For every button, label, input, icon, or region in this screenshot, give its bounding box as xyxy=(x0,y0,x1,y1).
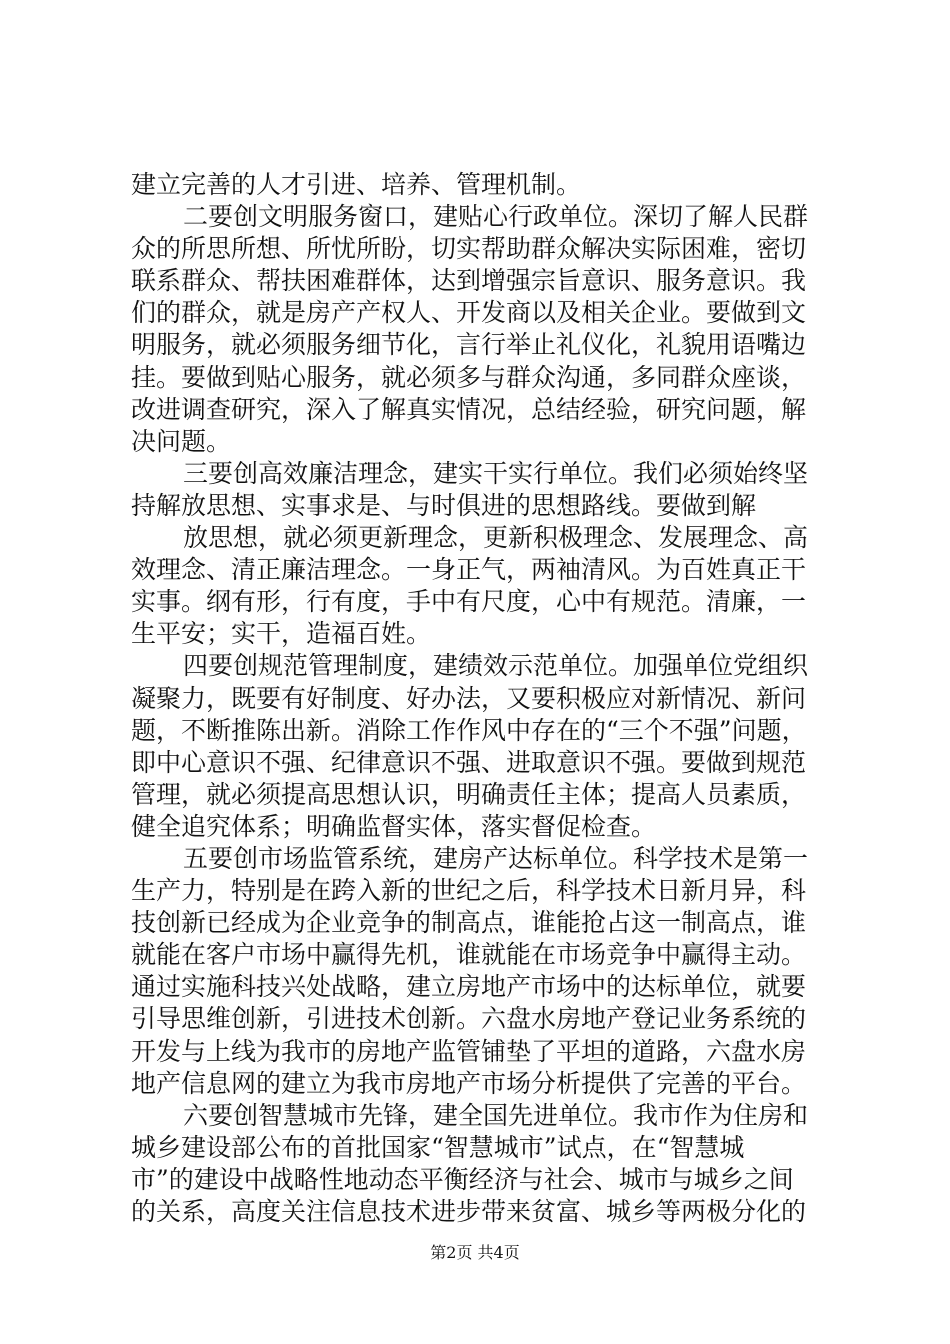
text-line: 四要创规范管理制度，建绩效示范单位。加强单位党组织 xyxy=(183,651,809,681)
text-line: 即中心意识不强、纪律意识不强、进取意识不强。要做到规范 xyxy=(131,747,807,777)
text-line: 健全追究体系；明确监督实体，落实督促检查。 xyxy=(131,811,657,841)
text-line: 的关系，高度关注信息技术进步带来贫富、城乡等两极分化的 xyxy=(131,1197,807,1226)
text-line: 实事。纲有形，行有度，手中有尺度，心中有规范。清廉，一 xyxy=(131,587,807,617)
text-line: 持解放思想、实事求是、与时俱进的思想路线。要做到解 xyxy=(131,490,757,520)
document-body xyxy=(131,169,831,1228)
text-line: 题，不断推陈出新。消除工作作风中存在的“三个不强”问题， xyxy=(131,715,807,745)
text-line: 三要创高效廉洁理念，建实干实行单位。我们必须始终坚 xyxy=(183,458,809,488)
text-line: 通过实施科技兴处战略，建立房地产市场中的达标单位，就要 xyxy=(131,972,807,1002)
text-line: 们的群众，就是房产产权人、开发商以及相关企业。要做到文 xyxy=(131,298,807,328)
text-line: 地产信息网的建立为我市房地产市场分析提供了完善的平台。 xyxy=(131,1068,807,1098)
text-line: 生产力，特别是在跨入新的世纪之后，科学技术日新月异，科 xyxy=(131,876,807,906)
text-line: 开发与上线为我市的房地产监管铺垫了平坦的道路，六盘水房 xyxy=(131,1036,807,1066)
text-line: 就能在客户市场中赢得先机，谁就能在市场竞争中赢得主动。 xyxy=(131,940,807,970)
text-line: 六要创智慧城市先锋，建全国先进单位。我市作为住房和 xyxy=(183,1100,809,1130)
text-line: 五要创市场监管系统，建房产达标单位。科学技术是第一 xyxy=(183,843,809,873)
text-line: 效理念、清正廉洁理念。一身正气，两袖清风。为百姓真正干 xyxy=(131,555,807,585)
text-line: 改进调查研究，深入了解真实情况，总结经验，研究问题，解 xyxy=(131,394,807,424)
text-line: 市”的建设中战略性地动态平衡经济与社会、城市与城乡之间 xyxy=(131,1164,794,1194)
text-line: 决问题。 xyxy=(131,426,232,456)
text-line: 城乡建设部公布的首批国家“智慧城市”试点，在“智慧城 xyxy=(131,1132,745,1162)
text-line: 联系群众、帮扶困难群体，达到增强宗旨意识、服务意识。我 xyxy=(131,266,807,296)
text-line: 凝聚力，既要有好制度、好办法，又要积极应对新情况、新问 xyxy=(131,683,807,713)
text-line: 建立完善的人才引进、培养、管理机制。 xyxy=(131,170,582,199)
text-line: 技创新已经成为企业竞争的制高点，谁能抢占这一制高点，谁 xyxy=(131,908,807,938)
text-line: 挂。要做到贴心服务，就必须多与群众沟通，多同群众座谈， xyxy=(131,362,807,392)
text-line: 众的所思所想、所忧所盼，切实帮助群众解决实际困难，密切 xyxy=(131,234,807,264)
text-line: 引导思维创新，引进技术创新。六盘水房地产登记业务系统的 xyxy=(131,1004,807,1034)
text-line: 明服务，就必须服务细节化，言行举止礼仪化，礼貌用语嘴边 xyxy=(131,330,807,360)
text-line: 放思想，就必须更新理念，更新积极理念、发展理念、高 xyxy=(183,523,809,553)
page-footer: 第2页 共4页 xyxy=(430,1243,520,1262)
text-line: 二要创文明服务窗口，建贴心行政单位。深切了解人民群 xyxy=(183,202,809,232)
text-line: 管理，就必须提高思想认识，明确责任主体；提高人员素质， xyxy=(131,779,807,809)
text-line: 生平安；实干，造福百姓。 xyxy=(131,619,432,649)
